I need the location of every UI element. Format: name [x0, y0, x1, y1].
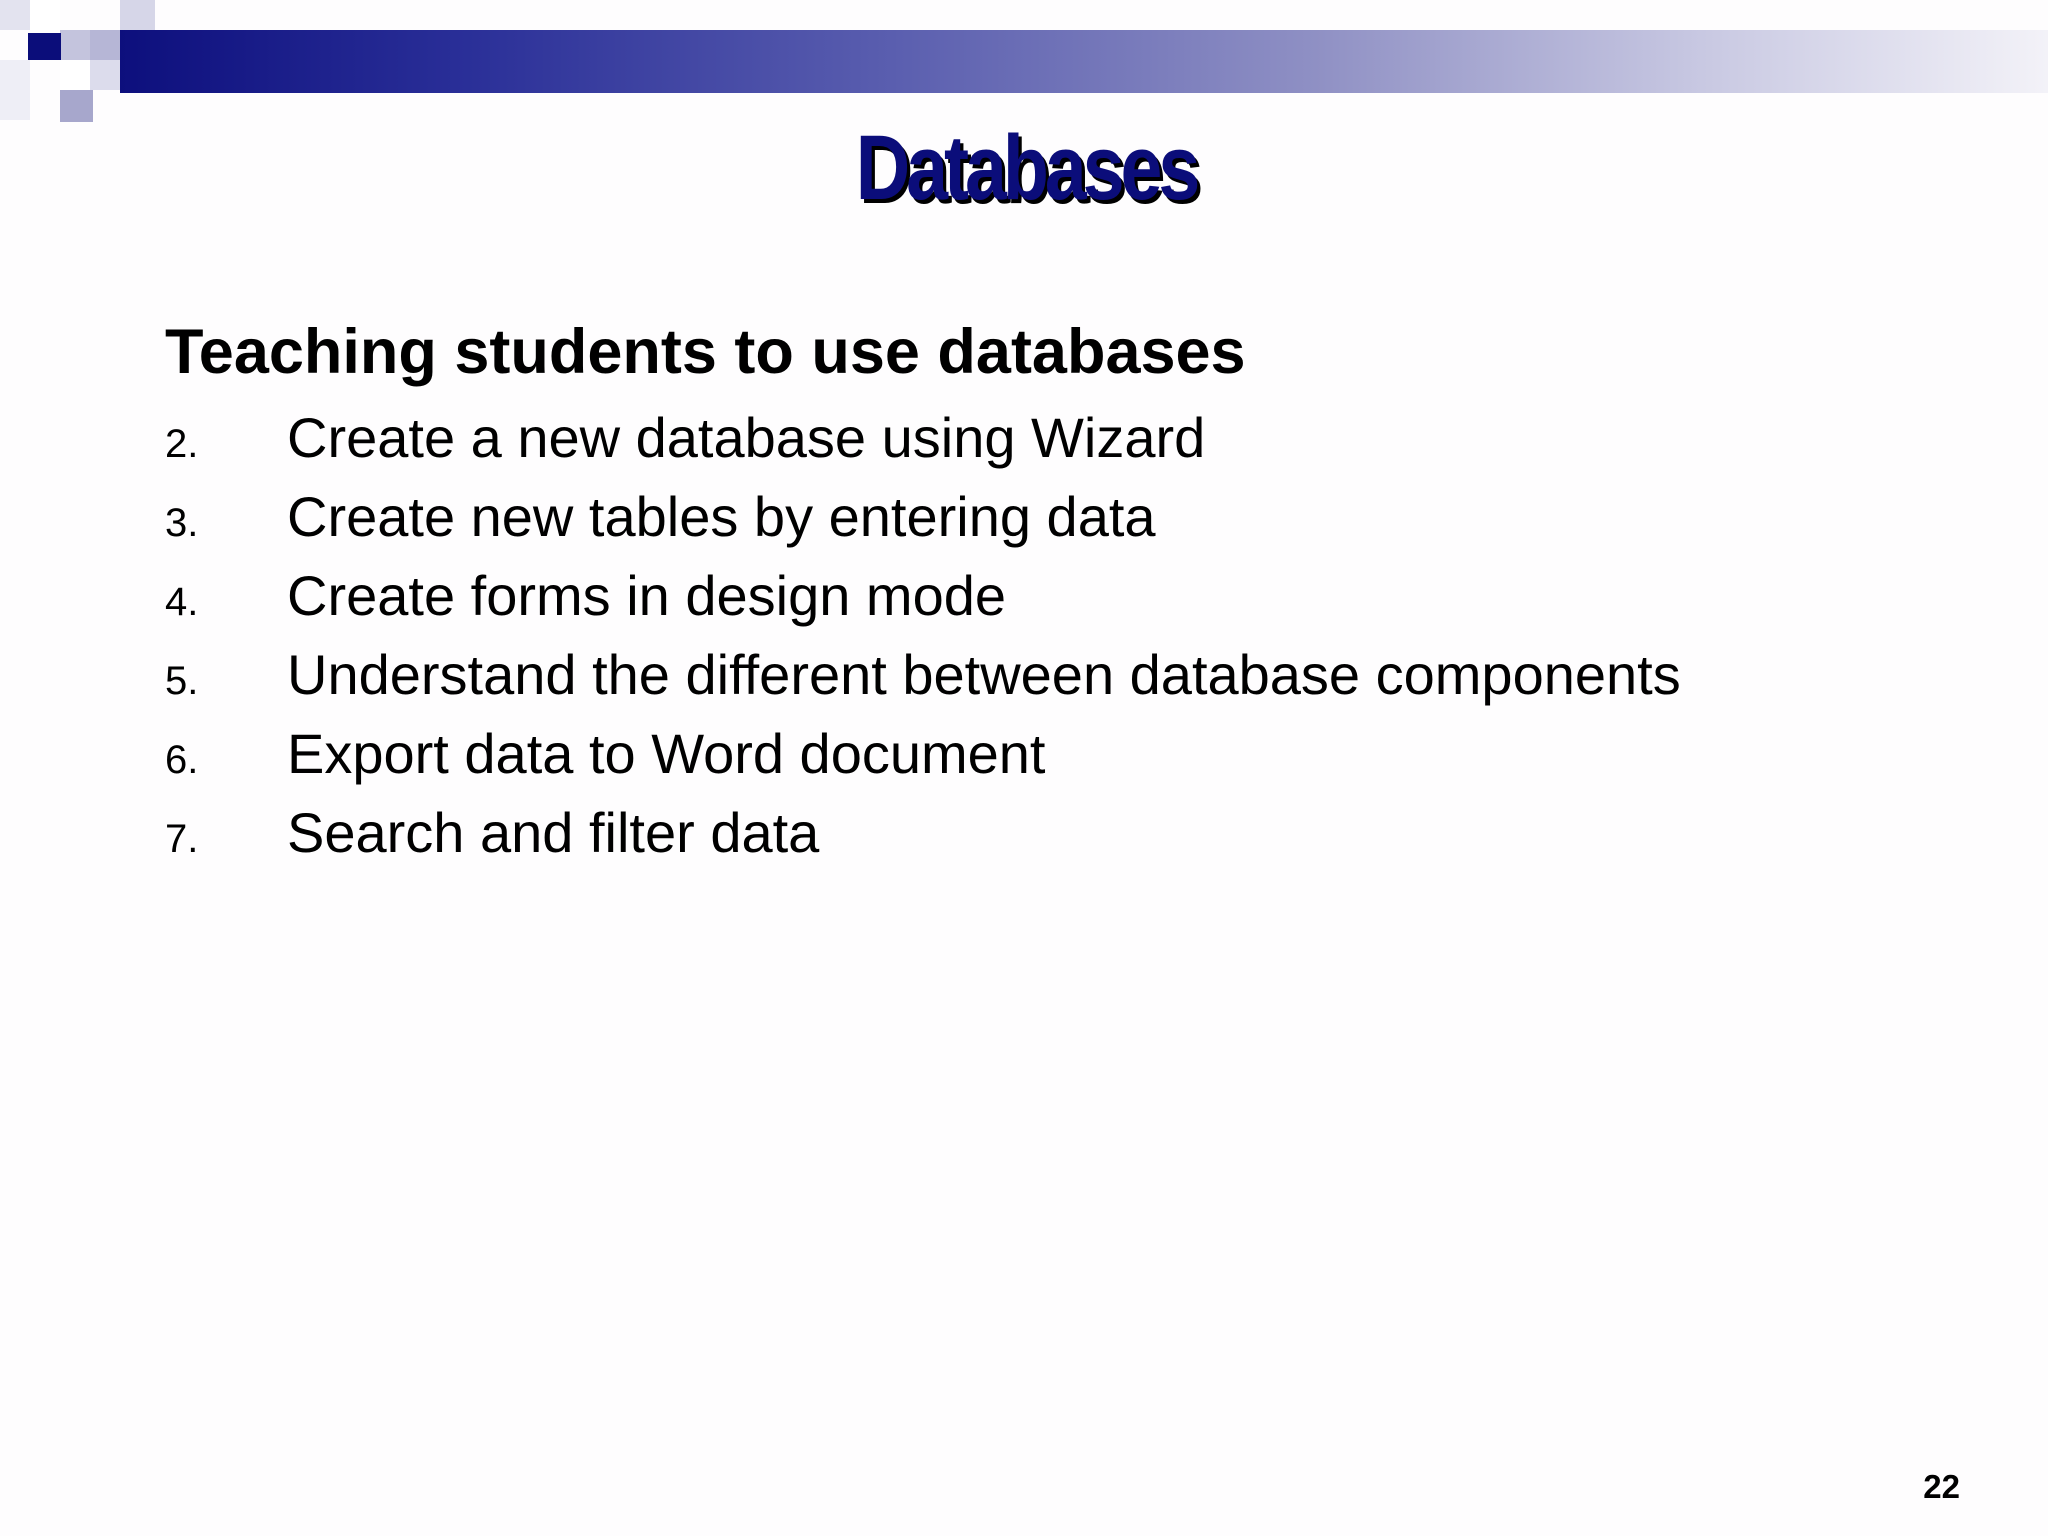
decor-square	[90, 60, 120, 90]
list-item-number: 6.	[165, 738, 199, 782]
list-item-text: Understand the different between database components	[287, 643, 1681, 706]
list-item-number: 7.	[165, 817, 199, 861]
list-item-number: 5.	[165, 659, 199, 703]
decor-square	[60, 60, 90, 90]
list-item-text: Search and filter data	[287, 801, 820, 864]
decor-square	[30, 0, 60, 30]
list-item	[165, 721, 1965, 800]
list-item-number: 4.	[165, 580, 199, 624]
decor-square	[0, 0, 30, 30]
decor-square	[120, 0, 155, 30]
decor-square-dark	[28, 33, 61, 60]
page-number: 22	[1923, 1468, 1960, 1505]
list-item-number: 2.	[165, 422, 199, 466]
header-banner	[120, 30, 2048, 93]
list-item-text: Export data to Word document	[287, 722, 1046, 785]
list-item-text: Create new tables by entering data	[287, 485, 1156, 548]
list-item	[165, 563, 1965, 642]
decor-square	[90, 30, 120, 60]
decor-square	[0, 60, 30, 120]
slide-subtitle: Teaching students to use databases	[165, 317, 1246, 387]
list-item-text: Create a new database using Wizard	[287, 406, 1206, 469]
list-item	[165, 405, 1965, 484]
list-item	[165, 642, 1965, 721]
list-item	[165, 800, 1965, 879]
numbered-list	[165, 405, 1965, 879]
list-item	[165, 484, 1965, 563]
decor-square	[60, 30, 90, 60]
list-item-number: 3.	[165, 501, 199, 545]
decor-square	[60, 90, 93, 122]
slide-title: Databases	[855, 117, 1197, 219]
list-item-text: Create forms in design mode	[287, 564, 1007, 627]
